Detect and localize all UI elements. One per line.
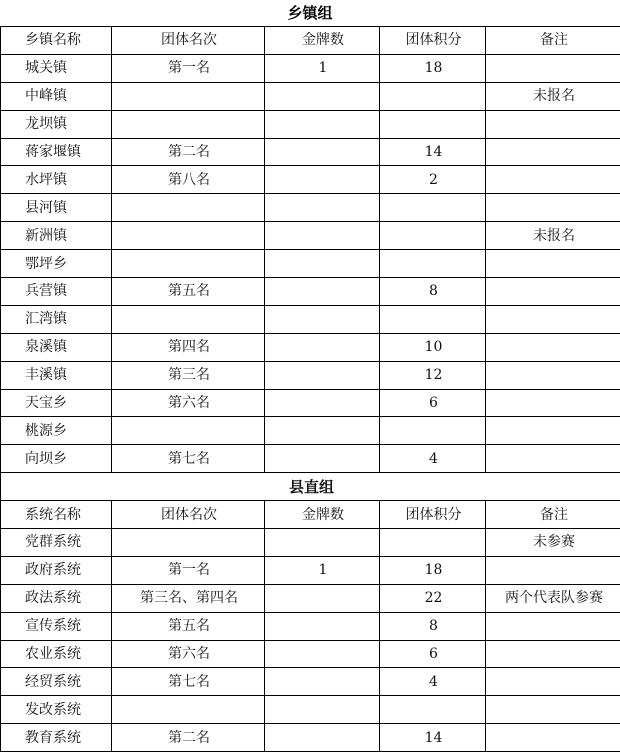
score-cell: 14: [380, 138, 486, 166]
note-cell: [486, 166, 620, 194]
rank-cell: [112, 222, 265, 250]
score-cell: 12: [380, 361, 486, 389]
name-cell: 水坪镇: [1, 166, 112, 194]
rank-cell: 第三名: [112, 361, 265, 389]
score-cell: 18: [380, 556, 486, 584]
score-cell: 18: [380, 54, 486, 82]
table-row: [1, 305, 620, 333]
gold-cell: [265, 361, 380, 389]
note-cell: [486, 724, 620, 752]
table-row: [1, 584, 620, 612]
table-row: [1, 278, 620, 306]
note-cell: [486, 54, 620, 82]
table-row: [1, 166, 620, 194]
score-cell: [380, 305, 486, 333]
name-cell: 天宝乡: [1, 389, 112, 417]
name-cell: 教育系统: [1, 724, 112, 752]
gold-cell: [265, 640, 380, 668]
gold-cell: [265, 389, 380, 417]
score-cell: 2: [380, 166, 486, 194]
score-cell: 6: [380, 640, 486, 668]
note-cell: [486, 194, 620, 222]
gold-cell: [265, 445, 380, 473]
name-cell: 桃源乡: [1, 417, 112, 445]
gold-cell: [265, 305, 380, 333]
table-row: [1, 138, 620, 166]
rank-cell: 第七名: [112, 445, 265, 473]
rank-cell: [112, 529, 265, 557]
name-cell: 泉溪镇: [1, 333, 112, 361]
score-cell: [380, 250, 486, 278]
table-row: [1, 640, 620, 668]
column-header: 乡镇名称: [1, 27, 112, 55]
gold-cell: [265, 696, 380, 724]
name-cell: 经贸系统: [1, 668, 112, 696]
name-cell: 农业系统: [1, 640, 112, 668]
score-cell: [380, 417, 486, 445]
rank-cell: 第三名、第四名: [112, 584, 265, 612]
gold-cell: [265, 529, 380, 557]
gold-cell: [265, 250, 380, 278]
score-cell: 10: [380, 333, 486, 361]
name-cell: 发改系统: [1, 696, 112, 724]
gold-cell: [265, 724, 380, 752]
column-header: 团体积分: [380, 501, 486, 529]
gold-cell: [265, 668, 380, 696]
note-cell: [486, 445, 620, 473]
table-row: [1, 417, 620, 445]
results-table: [0, 26, 620, 752]
gold-cell: [265, 194, 380, 222]
note-cell: 未报名: [486, 222, 620, 250]
rank-cell: 第七名: [112, 668, 265, 696]
gold-cell: [265, 333, 380, 361]
name-cell: 宣传系统: [1, 612, 112, 640]
note-cell: [486, 138, 620, 166]
note-cell: 未参赛: [486, 529, 620, 557]
name-cell: 新洲镇: [1, 222, 112, 250]
name-cell: 县河镇: [1, 194, 112, 222]
note-cell: [486, 250, 620, 278]
column-header: 团体名次: [112, 501, 265, 529]
gold-cell: 1: [265, 54, 380, 82]
rank-cell: [112, 417, 265, 445]
score-cell: [380, 696, 486, 724]
rank-cell: 第四名: [112, 333, 265, 361]
name-cell: 中峰镇: [1, 82, 112, 110]
score-cell: 6: [380, 389, 486, 417]
note-cell: 未报名: [486, 82, 620, 110]
rank-cell: 第六名: [112, 640, 265, 668]
score-cell: [380, 110, 486, 138]
rank-cell: 第二名: [112, 724, 265, 752]
table-row: [1, 556, 620, 584]
gold-cell: [265, 584, 380, 612]
note-cell: [486, 305, 620, 333]
score-cell: [380, 222, 486, 250]
gold-cell: [265, 166, 380, 194]
score-cell: 22: [380, 584, 486, 612]
table-row: [1, 724, 620, 752]
name-cell: 党群系统: [1, 529, 112, 557]
table-row: [1, 668, 620, 696]
name-cell: 兵营镇: [1, 278, 112, 306]
name-cell: 向坝乡: [1, 445, 112, 473]
rank-cell: [112, 696, 265, 724]
rank-cell: 第一名: [112, 556, 265, 584]
name-cell: 政府系统: [1, 556, 112, 584]
county-header-row: [1, 501, 620, 529]
note-cell: [486, 612, 620, 640]
table-row: [1, 612, 620, 640]
column-header: 团体名次: [112, 27, 265, 55]
note-cell: [486, 110, 620, 138]
table-row: [1, 194, 620, 222]
rank-cell: [112, 250, 265, 278]
county-group-title-row: [1, 473, 620, 501]
note-cell: [486, 417, 620, 445]
note-cell: 两个代表队参赛: [486, 584, 620, 612]
column-header: 备注: [486, 27, 620, 55]
gold-cell: [265, 110, 380, 138]
name-cell: 龙坝镇: [1, 110, 112, 138]
note-cell: [486, 696, 620, 724]
name-cell: 汇湾镇: [1, 305, 112, 333]
score-cell: [380, 529, 486, 557]
note-cell: [486, 668, 620, 696]
note-cell: [486, 333, 620, 361]
name-cell: 政法系统: [1, 584, 112, 612]
gold-cell: [265, 222, 380, 250]
township-group-title: 乡镇组: [287, 4, 333, 22]
table-row: [1, 250, 620, 278]
score-cell: 4: [380, 668, 486, 696]
score-cell: 4: [380, 445, 486, 473]
name-cell: 丰溪镇: [1, 361, 112, 389]
rank-cell: [112, 82, 265, 110]
column-header: 系统名称: [1, 501, 112, 529]
column-header: 金牌数: [265, 501, 380, 529]
township-header-row: [1, 27, 620, 55]
rank-cell: [112, 194, 265, 222]
note-cell: [486, 556, 620, 584]
table-row: [1, 389, 620, 417]
note-cell: [486, 361, 620, 389]
table-row: [1, 529, 620, 557]
rank-cell: [112, 305, 265, 333]
table-row: [1, 110, 620, 138]
gold-cell: 1: [265, 556, 380, 584]
score-cell: [380, 82, 486, 110]
gold-cell: [265, 278, 380, 306]
table-row: [1, 361, 620, 389]
gold-cell: [265, 612, 380, 640]
column-header: 备注: [486, 501, 620, 529]
score-cell: [380, 194, 486, 222]
rank-cell: 第八名: [112, 166, 265, 194]
rank-cell: [112, 110, 265, 138]
rank-cell: 第六名: [112, 389, 265, 417]
name-cell: 蒋家堰镇: [1, 138, 112, 166]
name-cell: 鄂坪乡: [1, 250, 112, 278]
note-cell: [486, 389, 620, 417]
note-cell: [486, 640, 620, 668]
table-row: [1, 54, 620, 82]
table-row: [1, 333, 620, 361]
name-cell: 城关镇: [1, 54, 112, 82]
note-cell: [486, 278, 620, 306]
gold-cell: [265, 417, 380, 445]
table-row: [1, 445, 620, 473]
rank-cell: 第五名: [112, 612, 265, 640]
group-title: 县直组: [1, 473, 620, 501]
score-cell: 8: [380, 612, 486, 640]
column-header: 团体积分: [380, 27, 486, 55]
gold-cell: [265, 138, 380, 166]
table-row: [1, 82, 620, 110]
score-cell: 8: [380, 278, 486, 306]
gold-cell: [265, 82, 380, 110]
column-header: 金牌数: [265, 27, 380, 55]
table-row: [1, 222, 620, 250]
rank-cell: 第一名: [112, 54, 265, 82]
rank-cell: 第五名: [112, 278, 265, 306]
table-row: [1, 696, 620, 724]
rank-cell: 第二名: [112, 138, 265, 166]
score-cell: 14: [380, 724, 486, 752]
